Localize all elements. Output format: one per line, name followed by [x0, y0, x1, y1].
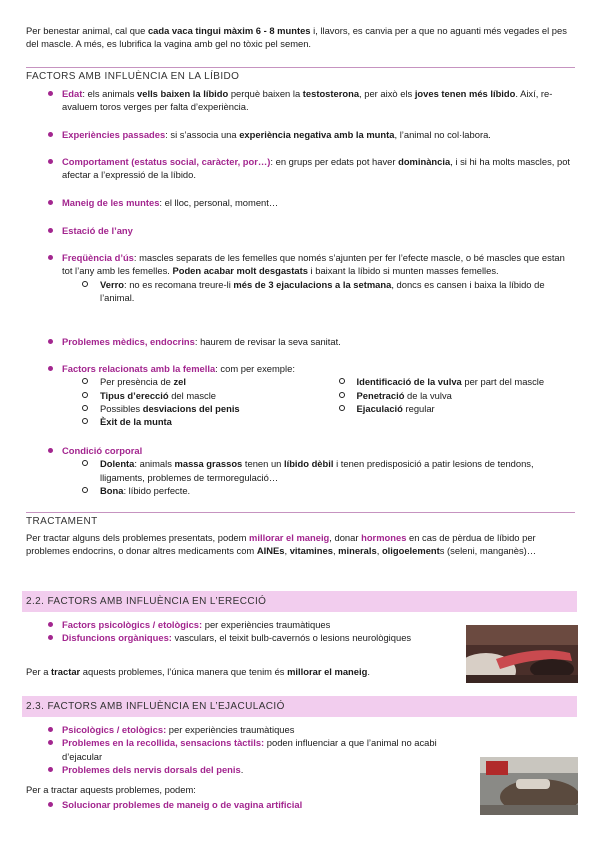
ejaculation-intro: Per a tractar aquests problemes, podem:: [26, 784, 196, 795]
femella-left-list: [62, 375, 319, 428]
factor-edat: Edat: els animals vells baixen la líbido perquè baixen la testosterona, per això els joves tenen més líbido. Així, re-avaluem toros verges per falta d’experiència.: [26, 87, 575, 114]
ejaculation-heading: 2.3. FACTORS AMB INFLUÈNCIA EN L’EJACULACIÓ: [22, 696, 577, 717]
libido-factors-4: [26, 196, 575, 209]
femella-right-list: [319, 375, 576, 428]
list-item: Ejaculació regular: [319, 402, 576, 415]
photo-illustration: [466, 625, 578, 683]
libido-factors: [26, 87, 575, 114]
list-item: Possibles desviacions del penis: [62, 402, 319, 415]
section-rule: [26, 67, 575, 68]
list-item: Problemes dels nervis dorsals del penis.: [26, 763, 469, 776]
list-item: Identificació de la vulva per part del mascle: [319, 375, 576, 388]
factor-experiencies: Experiències passades: si s’associa una experiència negativa amb la munta, l’animal no col·labora.: [26, 128, 575, 141]
collection-photo: [480, 757, 578, 815]
libido-factors-5: [26, 224, 575, 237]
penis-photo: [466, 625, 578, 683]
erection-heading: 2.2. FACTORS AMB INFLUÈNCIA EN L’ERECCIÓ: [22, 591, 577, 612]
sub-item-bona: Bona: líbido perfecte.: [62, 484, 575, 497]
list-item: Factors psicològics / etològics: per experiències traumàtiques: [26, 618, 459, 631]
factor-maneig: Maneig de les muntes: el lloc, personal, moment…: [26, 196, 575, 209]
sub-item-verro: Verro: no es recomana treure-li més de 3 ejaculacions a la setmana, doncs es cansen i baixa la líbido de l’animal.: [62, 278, 575, 305]
intro-paragraph: Per benestar animal, cal que cada vaca tingui màxim 6 - 8 muntes i, llavors, es canvia per a que no aguanti més vegades el pes del mascle. A més, es lubrifica la vagina amb gel no tòxic pel semen.: [26, 25, 567, 50]
sub-item-dolenta: Dolenta: animals massa grassos tenen un líbido dèbil i tenen predisposició a patir lesions de tendons, lligaments, problemes de termoregulació…: [62, 457, 575, 484]
photo-illustration: [480, 757, 578, 815]
list-item: Psicològics / etològics: per experiències traumàtiques: [26, 723, 469, 736]
factor-femella: Factors relacionats amb la femella: com per exemple: Per presència de zel Tipus d’erecció del mascle Possibles desviacions del penis Èxit de la munta Identificació de la vulva per part del mascle Penetració de la vulva Ejaculació regular: [26, 362, 575, 429]
list-item: Penetració de la vulva: [319, 389, 576, 402]
libido-factors-2: [26, 128, 575, 141]
factor-frequencia: Freqüència d’ús: mascles separats de les femelles que només s’ajunten per fer l’efecte mascle, o bé mascles que estan tot l’any amb les femelles. Poden acabar molt desgastats i baixant la líbido si munten masses femelles. Verro: no es recomana treure-li més de 3 ejaculacions a la setmana, doncs es cansen i baixa la líbido de l’animal.: [26, 251, 575, 304]
list-item: Solucionar problemes de maneig o de vagina artificial: [26, 798, 469, 811]
tractament-heading: TRACTAMENT: [26, 516, 98, 527]
libido-factors-9: [26, 444, 575, 497]
libido-factors-8: [26, 362, 575, 429]
section-rule: [26, 512, 575, 513]
list-item: Èxit de la munta: [62, 415, 319, 428]
factor-condicio: Condició corporal Dolenta: animals massa grassos tenen un líbido dèbil i tenen predisposició a patir lesions de tendons, lligaments, problemes de termoregulació… Bona: líbido perfecte.: [26, 444, 575, 497]
factor-comportament: Comportament (estatus social, caràcter, por…): en grups per edats pot haver dominància, i si hi ha molts mascles, pot afectar a l’expressió de la líbido.: [26, 155, 575, 182]
list-item: Tipus d’erecció del mascle: [62, 389, 319, 402]
factor-estacio: Estació de l’any: [26, 224, 575, 237]
list-item: Disfuncions orgàniques: vasculars, el teixit bulb-cavernós o lesions neurològiques: [26, 631, 459, 644]
ejaculation-factors: [26, 723, 469, 776]
factor-problemes: Problemes mèdics, endocrins: haurem de revisar la seva sanitat.: [26, 335, 575, 348]
erection-factors: [26, 618, 459, 645]
list-item: Problemes en la recollida, sensacions tàctils: poden influenciar a que l’animal no acabi d’ejacular: [26, 736, 469, 763]
libido-factors-3: [26, 155, 575, 182]
tractament-paragraph: Per tractar alguns dels problemes presentats, podem millorar el maneig, donar hormones en cas de pèrdua de líbido per problemes endocrins, o donar altres medicaments com AINEs, vitamines, minerals, oligoelements (seleni, manganès)…: [26, 532, 537, 557]
libido-factors-7: [26, 335, 575, 348]
libido-factors-6: [26, 251, 575, 304]
femella-columns: [62, 375, 575, 428]
ejaculation-solutions: [26, 798, 469, 811]
libido-heading: FACTORS AMB INFLUÈNCIA EN LA LÍBIDO: [26, 71, 240, 82]
erection-treatment: Per a tractar aquests problemes, l’única manera que tenim és millorar el maneig.: [26, 666, 370, 677]
list-item: Per presència de zel: [62, 375, 319, 388]
